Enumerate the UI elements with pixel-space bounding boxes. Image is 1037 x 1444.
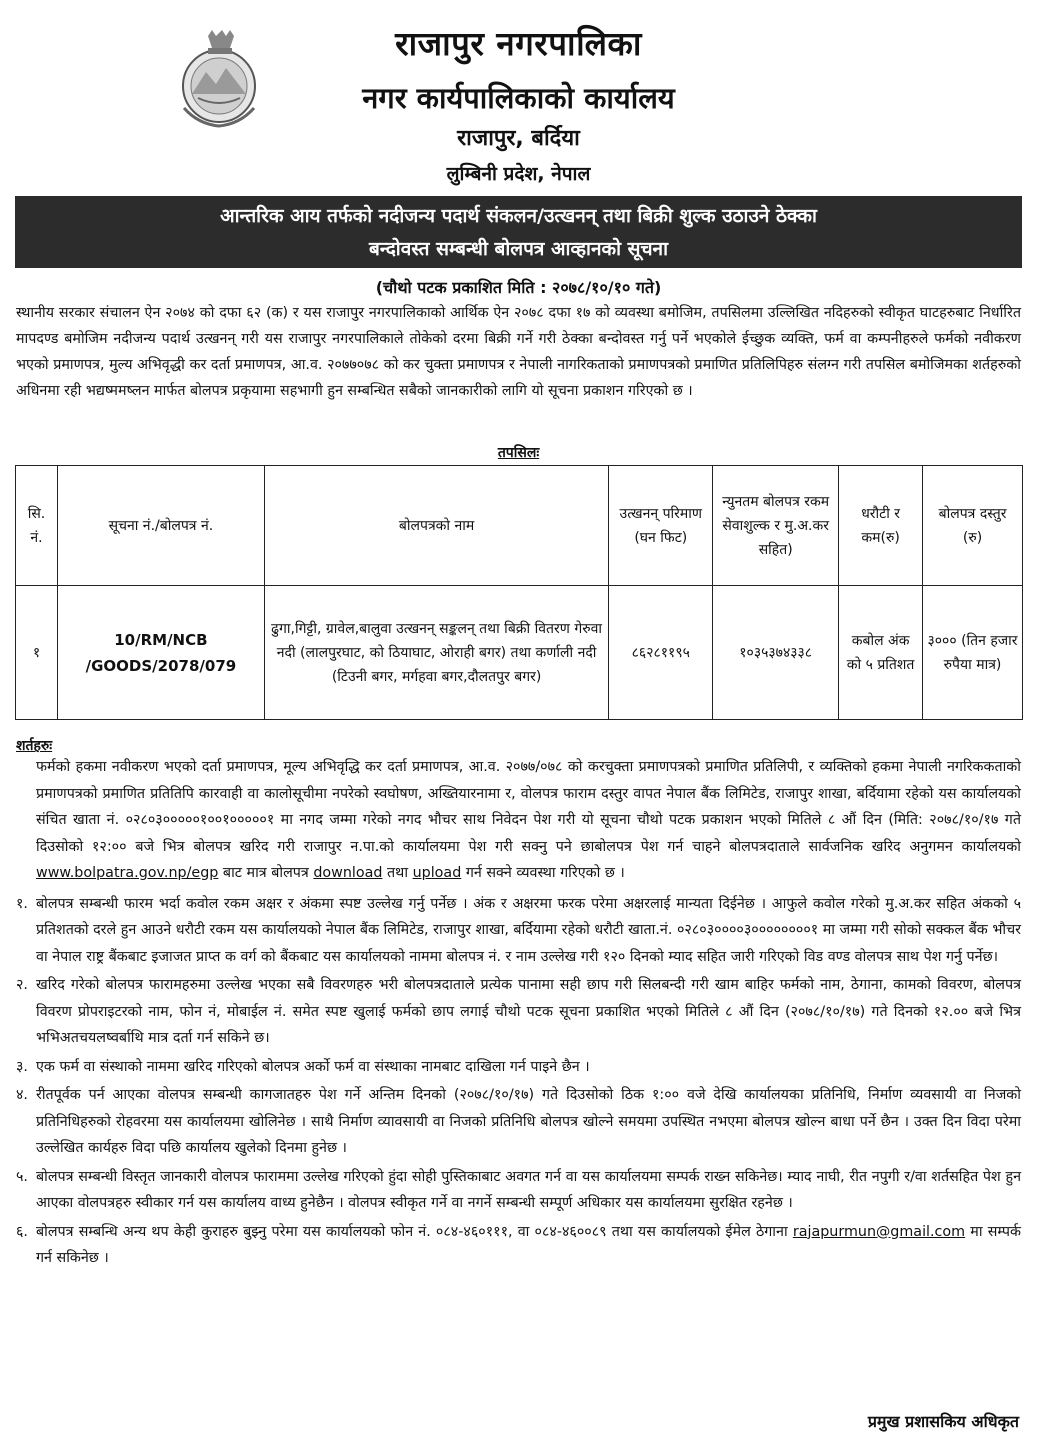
term-text: बोलपत्र सम्बन्धी फारम भर्दा कवोल रकम अक्षर र अंकमा स्पष्ट उल्लेख गर्नु पर्नेछ । अंक र अक्षरमा फरक परेमा अक्षरलाई मान्यता दिईनेछ । आफुले कवोल गरेको मु.अ.कर सहित अंकको ५ प्रतिशतको दरले हुन आउने धरौटी रकम यस कार्यालयको नेपाल बैंक लिमिटेड, राजापुर शाखा, बर्दियामा रहेको धरौटी खाता.नं. ०२८०३००००३००००००००१ मा जम्मा गरी सोको सक्कल बैंक भौचर वा नेपाल राष्ट्र बैंकबाट इजाजत प्राप्त क वर्ग को बैंकबाट यस कार्यालयको नाममा बोलपत्र नं. र नाम उल्लेख गरी १२० दिनको म्याद सहित जारी गरिएको विड वण्ड वोलपत्र साथ पेश गर्नु पर्नेछ। (36, 895, 1022, 965)
term-intro-text-b: बाट मात्र बोलपत्र (222, 865, 309, 881)
term-item-1 (16, 891, 1021, 971)
terms-list (16, 754, 1021, 1274)
term-intro-text-a: फर्मको हकमा नवीकरण भएको दर्ता प्रमाणपत्र, मूल्य अभिवृद्धि कर दर्ता प्रमाणपत्र, आ.व. २०७७/०७८ को करचुक्ता प्रमाणपत्रको प्रमाणित प्रतिलिपी, र व्यक्तिको हकमा नेपाली नगरिककताको प्रमाणपत्रको प्रमाणित प्रतितिपि कारवाही वा कालोसूचीमा नपरेको स्वघोषण, अख्तियारनामा र, वोलपत्र फाराम दस्तुर वापत नेपाल बैंक लिमिटेड, राजापुर शाखा, बर्दियामा रहेको यस कार्यालयको संचित खाता नं. ०२८०३०००००१००१०००००१ मा नगद जम्मा गरेको नगद भौचर साथ निवेदन पेश गरी यो सूचना चौथो पटक प्रकाशन भएको मितिले ८ औं दिन (मिति: २०७८/१०/१७ गते दिउसोको १२:०० बजे भित्र बोलपत्र खरिद गरी राजापुर न.पा.को कार्यालयमा पेश गरी सक्नु पने छाबोलपत्र पेश गर्न चाहने बोलपत्रदाताले सार्वजनिक खरिद अनुगमन कार्यालयको (36, 759, 1021, 855)
terms-heading: शर्तहरुः (16, 738, 53, 754)
term-number: १. (16, 895, 28, 912)
cell-notice-no (57, 586, 264, 720)
schedule-label: तपसिलः (497, 445, 540, 461)
col-deposit: धरौटी र कम(रु) (839, 466, 923, 586)
col-notice-no: सूचना नं./बोलपत्र नं. (57, 466, 264, 586)
term-number: ३. (16, 1058, 28, 1075)
tender-table (15, 465, 1023, 720)
term-number: २. (16, 977, 28, 993)
cell-deposit: कबोल अंक को ५ प्रतिशत (839, 586, 923, 720)
cell-quantity: ८६२८११९५ (609, 586, 713, 720)
notice-title-line1: आन्तरिक आय तर्फको नदीजन्य पदार्थ संकलन/उत्खनन् तथा बिक्री शुल्क उठाउने ठेक्का (220, 205, 817, 227)
intro-paragraph: स्थानीय सरकार संचालन ऐन २०७४ को दफा ६२ (क) र यस राजापुर नगरपालिकाको आर्थिक ऐन २०७८ दफा १७ को व्यवस्था बमोजिम, तपसिलमा उल्लिखित नदिहरुको स्वीकृत घाटहरुबाट निर्धारित मापदण्ड बमोजिम नदीजन्य पदार्थ उत्खनन् गरी यस राजापुर नगरपालिकाले तोकेको दरमा बिक्री गर्ने गरी ठेक्का बन्दोवस्त गर्नु पर्ने भएकोले ईच्छुक व्यक्ति, फर्म वा कम्पनीहरुले फर्मको नवीकरण भएको प्रमाणपत्र, मुल्य अभिवृद्धी कर दर्ता प्रमाणपत्र, आ.व. २०७७०७८ को कर चुक्ता प्रमाणपत्र र नेपाली नागरिकताको प्रमाणपत्रको प्रमाणित प्रतिलिपिहरु संलग्न गरी तपसिल बमोजिमका शर्तहरुको अधिनमा रही भद्यष्ममष्लन मार्फत बोलपत्र प्रकृयामा सहभागी हुन सम्बन्धित सबैको जानकारीको लागि यो सूचना प्रकाशन गरिएको छ । (16, 305, 1021, 399)
col-fee: बोलपत्र दस्तुर (रु) (923, 466, 1023, 586)
col-min-bid: न्युनतम बोलपत्र रकम सेवाशुल्क र मु.अ.कर सहित) (713, 466, 839, 586)
term-item-6 (16, 1219, 1021, 1272)
publication-date: (चौथो पटक प्रकाशित मिति : २०७८/१०/१० गते) (375, 278, 662, 297)
cell-fee: ३००० (तिन हजार रुपैया मात्र) (923, 586, 1023, 720)
col-quantity: उत्खनन् परिमाण (घन फिट) (609, 466, 713, 586)
col-tender-name: बोलपत्रको नाम (264, 466, 608, 586)
col-sn: सि. नं. (16, 466, 58, 586)
email-link[interactable]: rajapurmun@gmail.com (792, 1223, 966, 1240)
term-number: ६. (16, 1223, 28, 1240)
province-country: लुम्बिनी प्रदेश, नेपाल (446, 163, 591, 185)
term-text-b: मा सम्पर्क गर्न सकिनेछ । (36, 1223, 1022, 1266)
table-header-row (16, 466, 1023, 586)
term-intro (16, 754, 1021, 887)
notice-title-line2: बन्दोवस्त सम्बन्धी बोलपत्र आव्हानको सूचना (369, 238, 668, 260)
upload-word: upload (412, 865, 462, 881)
term-number: ४. (16, 1087, 28, 1103)
term-text-a: बोलपत्र सम्बन्धि अन्य थप केही कुराहरु बुझ्नु परेमा यस कार्यालयको फोन नं. ०८४-४६०१११, वा ०८४-४६००८९ तथा यस कार्यालयको ईमेल ठेगाना (36, 1223, 788, 1240)
bolpatra-link[interactable]: www.bolpatra.gov.np/egp (36, 865, 219, 881)
cell-tender-name: ढुगा,गिट्टी, ग्रावेल,बालुवा उत्खनन् सङ्कलन् तथा बिक्री वितरण गेरुवा नदी (लालपुरघाट, को ठियाघाट, ओराही बगर) तथा कर्णाली नदी (टिउनी बगर, मर्गहवा बगर,दौलतपुर बगर) (264, 586, 608, 720)
term-text: बोलपत्र सम्बन्धी विस्तृत जानकारी वोलपत्र फाराममा उल्लेख गरिएको हुंदा सोही पुस्तिकाबाट अवगत गर्न वा यस कार्यालयमा सम्पर्क राख्न सकिनेछ। म्याद नाघी, रीत नपुगी र/वा शर्तसहित पेश हुन आएका वोलपत्रहरु स्वीकार गर्न यस कार्यालय वाध्य हुनेछैन । वोलपत्र स्वीकृत गर्ने वा नगर्ने सम्बन्धी सम्पूर्ण अधिकार यस कार्यालयमा सुरक्षित रहनेछ । (36, 1168, 1022, 1211)
term-item-3 (16, 1054, 1021, 1081)
term-intro-text-d: गर्न सक्ने व्यवस्था गरिएको छ । (465, 865, 625, 881)
municipality-name: राजापुर नगरपालिका (395, 24, 642, 63)
cell-sn: १ (16, 586, 58, 720)
table-row (16, 586, 1023, 720)
download-word: download (313, 865, 383, 881)
term-item-5 (16, 1164, 1021, 1217)
office-location: राजापुर, बर्दिया (457, 126, 580, 151)
notice-title-banner (15, 196, 1022, 268)
term-item-4 (16, 1082, 1021, 1162)
term-intro-text-c: तथा (387, 865, 409, 881)
office-name: नगर कार्यपालिकाको कार्यालय (362, 81, 675, 115)
cell-min-bid: १०३५३७४३३८ (713, 586, 839, 720)
term-number: ५. (16, 1168, 28, 1185)
term-text: रीतपूर्वक पर्न आएका वोलपत्र सम्बन्धी कागजातहरु पेश गर्ने अन्तिम दिनको (२०७८/१०/१७) गते दिउसोको ठिक १:०० वजे देखि कार्यालयका प्रतिनिधि, निर्माण व्यवसायी वा निजको प्रतिनिधिहरुको रोहवरमा यस कार्यालयमा खोलिनेछ । साथै निर्माण व्यावसायी वा निजको प्रतिनिधि बोलपत्र खोल्ने समयमा उपस्थित नभएमा बोलपत्र खोल्न बाधा पर्ने छैन । उक्त दिन विदा परेमा उल्लेखित कार्यहरु विदा पछि कार्यालय खुलेको दिनमा हुनेछ । (36, 1087, 1021, 1156)
notice-no-part1: 10/RM/NCB (114, 630, 208, 649)
term-text: एक फर्म वा संस्थाको नाममा खरिद गरिएको बोलपत्र अर्को फर्म वा संस्थाका नामबाट दाखिला गर्न पाइने छैन । (36, 1058, 590, 1075)
letterhead (0, 0, 1037, 195)
signatory-title: प्रमुख प्रशासकिय अधिकृत (867, 1412, 1019, 1431)
notice-no-part2: /GOODS/2078/079 (85, 656, 237, 675)
term-item-2 (16, 972, 1021, 1052)
term-text: खरिद गरेको बोलपत्र फारामहरुमा उल्लेख भएका सबै विवरणहरु भरी बोलपत्रदाताले प्रत्येक पानामा सही छाप गरी सिलबन्दी गरी खाम बाहिर फर्मको नाम, ठेगाना, कामको विवरण, बोलपत्र विवरण प्रोपराइटरको नाम, फोन नं, मोबाईल नं. समेत स्पष्ट खुलाई फर्मको छाप लगाई चौथो पटक सूचना प्रकाशित भएको मितिले ८ औं दिन (२०७८/१०/१७) गते दिनको १२.०० बजे भित्र भभिअतचयलष्वर्बाथि मात्र दर्ता गर्न सकिने छ। (36, 977, 1021, 1046)
